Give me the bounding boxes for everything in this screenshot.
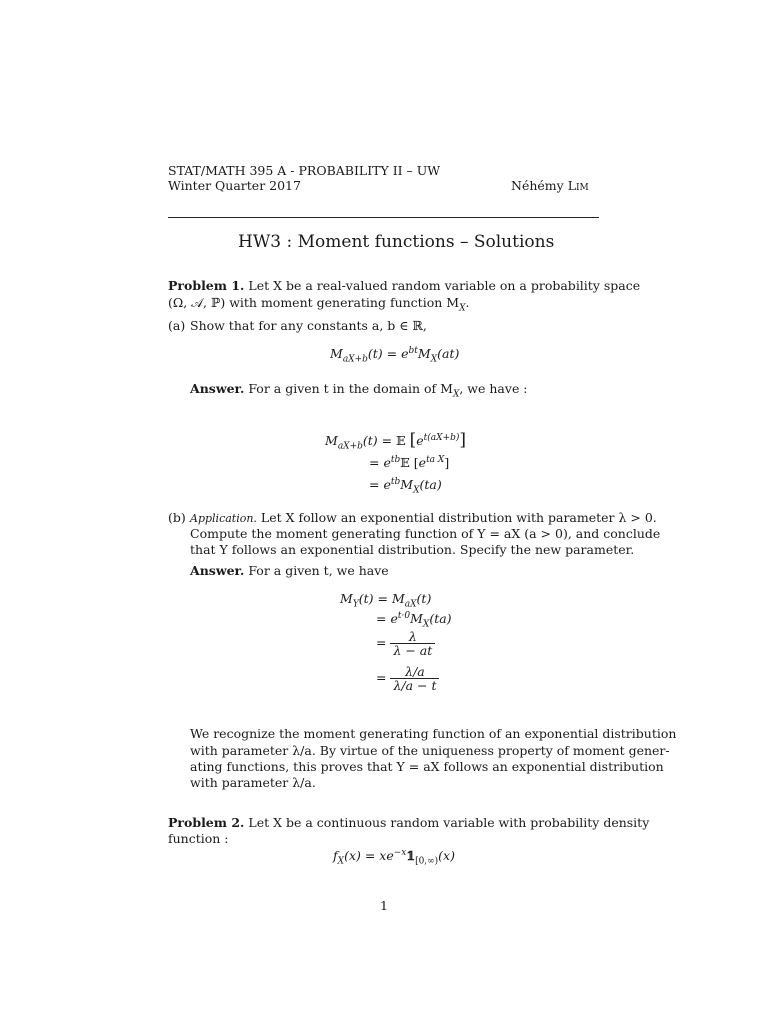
part-b-step3: = $\frac{\lambda}{\lambda - at}$ bbox=[376, 630, 435, 657]
conclusion-line2: with parameter λ/a. By virtue of the uniqueness property of moment gener- bbox=[190, 743, 670, 758]
part-a-answer-text: For a given t in the domain of M bbox=[248, 381, 453, 396]
part-b-line3: that Y follows an exponential distribution. Specify the new parameter. bbox=[190, 542, 635, 557]
part-b-line1-text: Let X follow an exponential distribution with parameter λ > 0. bbox=[260, 510, 657, 525]
header-divider bbox=[168, 217, 599, 218]
part-b-label: (b) bbox=[168, 510, 186, 525]
course-title: STAT/MATH 395 A - PROBABILITY II – UW bbox=[168, 163, 441, 178]
part-b-line1 bbox=[190, 510, 657, 525]
conclusion-line1: We recognize the moment generating function of an exponential distribution bbox=[190, 726, 677, 741]
part-b-answer-label: Answer. bbox=[190, 563, 245, 578]
problem2-text: Let X be a continuous random variable with probability density bbox=[248, 815, 650, 830]
problem2-equation: $f_X(x)$ = $xe^{-x}𝟙_{[0,\infty)}(x)$ bbox=[333, 848, 455, 867]
part-b-step4: = $\frac{\lambda/a}{\lambda/a - t}$ bbox=[376, 665, 439, 692]
part-a-answer: Answer. For a given t in the domain of $M_X$, we have : bbox=[190, 381, 528, 400]
part-b-answer-text: For a given t, we have bbox=[248, 563, 389, 578]
document-title: HW3 : Moment functions – Solutions bbox=[238, 232, 555, 252]
part-a-equation: $M_{aX+b}(t) = e^{bt}M_X(at)$ bbox=[330, 346, 460, 365]
part-a-step3: = $e^{tb}M_X(ta)$ bbox=[369, 477, 442, 496]
part-b-line2: Compute the moment generating function of Y = aX (a > 0), and conclude bbox=[190, 526, 661, 541]
problem1-heading: Problem 1. bbox=[168, 278, 245, 293]
part-a-answer-label: Answer. bbox=[190, 381, 245, 396]
part-a-statement: Show that for any constants a, b ∈ ℝ, bbox=[190, 318, 427, 333]
problem2-line1 bbox=[168, 815, 649, 830]
page-number: 1 bbox=[380, 898, 388, 913]
part-a-answer-tail: , we have : bbox=[459, 381, 528, 396]
author bbox=[511, 178, 589, 194]
problem2-heading: Problem 2. bbox=[168, 815, 245, 830]
problem1-intro-text2: (Ω, 𝒜, ℙ) with moment generating function M bbox=[168, 295, 460, 310]
problem2-line2: function : bbox=[168, 831, 229, 846]
conclusion-line4: with parameter λ/a. bbox=[190, 775, 316, 790]
problem1-intro-line2: (Ω, 𝒜, ℙ) with moment generating function $M_X$. bbox=[168, 295, 470, 314]
part-b-application: Application. bbox=[190, 512, 257, 525]
part-a-step1: $M_{aX+b}(t)$ = 𝔼 $[e^{t(aX+b)}]$ bbox=[325, 430, 467, 452]
author-last-name: Lim bbox=[567, 178, 589, 193]
part-b-step2: = $e^{t\cdot 0}M_X(ta)$ bbox=[376, 611, 452, 630]
term: Winter Quarter 2017 bbox=[168, 178, 301, 193]
part-b-step1: $M_Y(t) = M_{aX}(t)$ bbox=[340, 591, 432, 610]
part-a-step2: = $e^{tb}𝔼$ $[e^{ta X}]$ bbox=[369, 455, 450, 471]
problem1-intro-text: Let X be a real-valued random variable on a probability space bbox=[248, 278, 641, 293]
part-b-answer bbox=[190, 563, 389, 578]
part-a-label: (a) bbox=[168, 318, 186, 333]
problem1-intro-line1 bbox=[168, 278, 640, 293]
conclusion-line3: ating functions, this proves that Y = aX follows an exponential distribution bbox=[190, 759, 664, 774]
author-first-name: Néhémy bbox=[511, 178, 564, 193]
